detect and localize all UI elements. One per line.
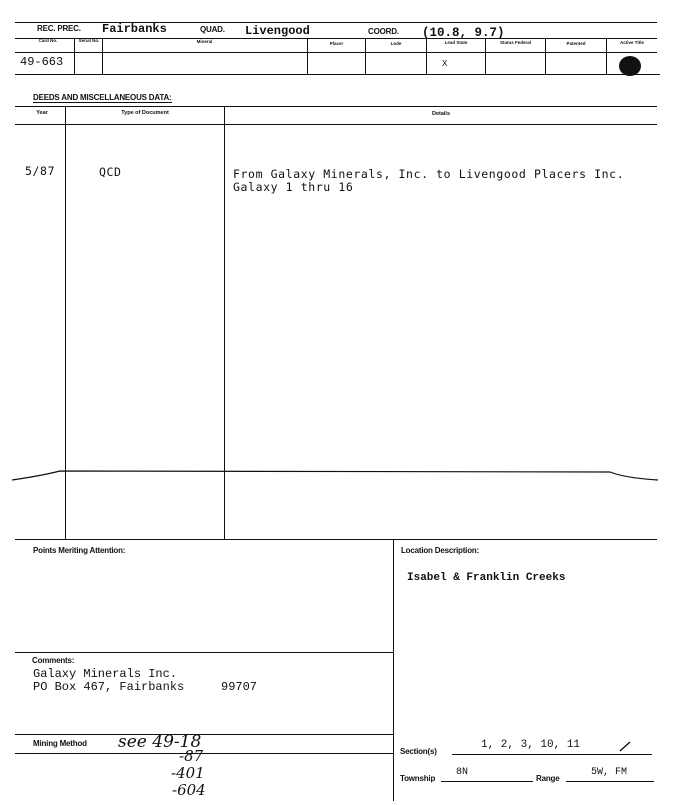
mining-underline — [15, 753, 393, 754]
comments-line1: Galaxy Minerals Inc. — [33, 667, 178, 681]
divider — [102, 38, 103, 74]
coord-value: (10.8, 9.7) — [422, 26, 505, 40]
deeds-year-header: Year — [36, 110, 48, 116]
patented-header: Patented — [566, 41, 586, 46]
deeds-details-header: Details — [431, 111, 451, 117]
comments-label: Comments: — [32, 656, 75, 665]
rec-prec-label: REC. PREC. — [37, 24, 81, 33]
deed-year: 5/87 — [25, 164, 56, 178]
range-underline — [566, 781, 654, 782]
mineral-header: Mineral — [196, 39, 213, 44]
mining-handwritten-4: -604 — [172, 781, 206, 799]
placer-header: Placer — [329, 41, 344, 46]
deeds-bottom-rule — [15, 539, 657, 540]
deeds-row-divider-line — [10, 462, 660, 492]
active-title-header: Active Title — [620, 40, 644, 45]
mining-handwritten-1: see 49-18 — [118, 732, 202, 752]
card-no-header: Card No. — [38, 38, 58, 43]
deeds-header-rule — [15, 124, 657, 125]
sections-underline — [452, 754, 652, 755]
mining-handwritten-3: -401 — [171, 764, 205, 782]
mining-top-rule — [15, 734, 393, 735]
lode-header: Lode — [390, 41, 402, 46]
divider — [74, 38, 75, 74]
deeds-section-title: DEEDS AND MISCELLANEOUS DATA: — [33, 93, 172, 102]
location-value: Isabel & Franklin Creeks — [407, 572, 566, 584]
divider — [545, 38, 546, 74]
sections-label: Section(s) — [400, 747, 437, 756]
active-title-punch-dot — [619, 56, 641, 76]
deed-details-line2: Galaxy 1 thru 16 — [233, 180, 354, 194]
divider — [485, 38, 486, 74]
divider — [426, 38, 427, 74]
tick-mark-icon — [618, 740, 632, 752]
range-label: Range — [536, 774, 560, 783]
deeds-type-header: Type of Document — [121, 110, 169, 116]
serial-no-header: Serial No. — [78, 38, 100, 43]
header-sub-rule — [15, 52, 657, 53]
rec-prec-value: Fairbanks — [102, 22, 167, 36]
points-label: Points Meriting Attention: — [33, 546, 126, 555]
lower-col-divider — [393, 539, 394, 801]
deeds-top-rule — [15, 106, 657, 107]
header-bottom-rule — [15, 74, 660, 75]
township-underline — [441, 781, 533, 782]
divider — [365, 38, 366, 74]
divider — [606, 38, 607, 74]
quad-value: Livengood — [245, 24, 310, 38]
coord-label: COORD. — [368, 27, 399, 36]
quad-label: QUAD. — [200, 25, 225, 34]
location-label: Location Description: — [401, 546, 480, 555]
mining-method-label: Mining Method — [33, 739, 87, 748]
comments-line2: PO Box 467, Fairbanks — [33, 680, 185, 694]
comments-top-rule — [15, 652, 393, 653]
comments-zip: 99707 — [221, 680, 258, 694]
divider — [307, 38, 308, 74]
lode-state-mark: X — [442, 59, 448, 69]
deed-details-line1: From Galaxy Minerals, Inc. to Livengood Placers Inc. — [233, 167, 625, 181]
mining-handwritten-2: -87 — [179, 747, 204, 765]
township-value: 8N — [456, 767, 469, 778]
sections-value: 1, 2, 3, 10, 11 — [481, 739, 581, 751]
lead-state-header: Lead State — [444, 40, 468, 45]
card-no-value: 49-663 — [20, 55, 64, 69]
deed-type: QCD — [99, 165, 122, 179]
township-label: Township — [400, 774, 436, 783]
range-value: 5W, FM — [591, 767, 628, 778]
status-federal-header: Status Federal — [499, 40, 531, 45]
